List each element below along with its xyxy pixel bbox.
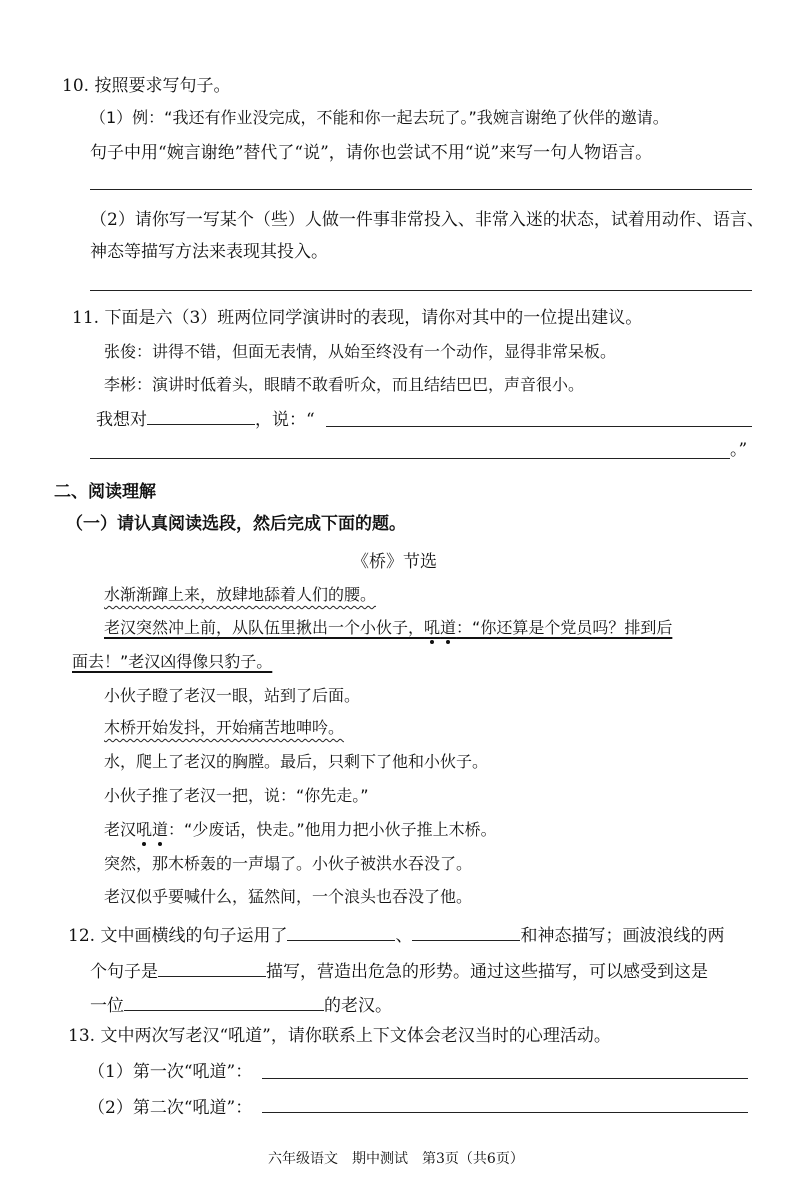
passage-para-7-start: 老汉 bbox=[104, 820, 137, 839]
q10-part2-line2: 神态等描写方法来表现其投入。 bbox=[90, 242, 328, 262]
q11-zhang-jun: 张俊：讲得不错，但面无表情，从始至终没有一个动作，显得非常呆板。 bbox=[104, 342, 617, 361]
q12-blank-1[interactable] bbox=[287, 922, 395, 941]
passage-para-8: 突然，那木桥轰的一声塌了。小伙子被洪水吞没了。 bbox=[104, 854, 473, 873]
q11-closing-quote: 。” bbox=[730, 440, 748, 460]
passage-para-9: 老汉似乎要喊什么，猛然间，一个浪头也吞没了他。 bbox=[104, 887, 473, 906]
q13-second-label: （2）第二次“吼道”： bbox=[88, 1098, 253, 1118]
q12-blank-4[interactable] bbox=[124, 992, 324, 1011]
q12-text-b: 、 bbox=[395, 926, 413, 946]
q12-text-c: 和神态描写；画波浪线的两 bbox=[520, 926, 725, 946]
q11-prompt-pre: 我想对 bbox=[96, 410, 147, 430]
q10-part1-answer-line[interactable] bbox=[90, 189, 752, 190]
passage-para-6: 小伙子推了老汉一把，说：“你先走。” bbox=[104, 786, 369, 805]
underlined-sentence-3: 面去！”老汉凶得像只豹子。 bbox=[72, 652, 273, 671]
q10-part1-line2: 句子中用“婉言谢绝”替代了“说”，请你也尝试不用“说”来写一句人物语言。 bbox=[90, 143, 653, 163]
passage-para-3: 小伙子瞪了老汉一眼，站到了后面。 bbox=[104, 686, 361, 705]
q13-first-answer-line[interactable] bbox=[262, 1078, 748, 1079]
section-instruction: （一）请认真阅读选段，然后完成下面的题。 bbox=[66, 514, 406, 534]
passage-para-7-rest: ：“少废话，快走。”他用力把小伙子推上木桥。 bbox=[168, 820, 497, 839]
q10-part1-line1: （1）例：“我还有作业没完成，不能和你一起去玩了。”我婉言谢绝了伙伴的邀请。 bbox=[90, 108, 669, 127]
q13-title: 13. 文中两次写老汉“吼道”，请你联系上下文体会老汉当时的心理活动。 bbox=[68, 1026, 611, 1046]
passage-title: 《桥》节选 bbox=[352, 552, 437, 572]
q12-text-e: 描写，营造出危急的形势。通过这些描写，可以感受到这是 bbox=[266, 962, 708, 982]
q12-text-f: 一位 bbox=[90, 996, 124, 1016]
passage-para-1 bbox=[104, 583, 376, 607]
q11-prompt-mid: ，说：“ bbox=[255, 410, 315, 430]
q12-blank-3[interactable] bbox=[158, 958, 266, 977]
q11-answer-line-2[interactable] bbox=[90, 458, 730, 459]
q11-name-blank[interactable] bbox=[147, 406, 255, 425]
underlined-sentence-1: 老汉突然冲上前，从队伍里揪出一个小伙子， bbox=[104, 618, 425, 637]
q12-text-d: 个句子是 bbox=[90, 962, 158, 982]
emphasis-char-hou-2: 吼 bbox=[136, 820, 153, 839]
emphasis-char-dao-1: 道 bbox=[440, 618, 457, 637]
passage-para-4 bbox=[104, 716, 344, 740]
q12-text-g: 的老汉。 bbox=[324, 996, 392, 1016]
q13-first-label: （1）第一次“吼道”： bbox=[88, 1062, 253, 1082]
q12-line-1 bbox=[68, 922, 724, 948]
q11-title: 11. 下面是六（3）班两位同学演讲时的表现，请你对其中的一位提出建议。 bbox=[72, 308, 643, 328]
emphasis-char-hou-1: 吼 bbox=[424, 618, 441, 637]
passage-para-2 bbox=[104, 616, 672, 640]
q13-second-answer-line[interactable] bbox=[262, 1112, 748, 1113]
wavy-line-sentence-1: 水渐渐蹿上来，放肆地舔着人们的腰。 bbox=[104, 585, 377, 604]
q12-line-3 bbox=[90, 992, 392, 1018]
q10-part2-answer-line[interactable] bbox=[90, 290, 752, 291]
section-heading: 二、阅读理解 bbox=[54, 482, 156, 502]
passage-para-5: 水，爬上了老汉的胸膛。最后，只剩下了他和小伙子。 bbox=[104, 752, 489, 771]
q11-answer-line-1[interactable] bbox=[326, 426, 752, 427]
q10-title: 10. 按照要求写句子。 bbox=[62, 76, 231, 96]
q10-part2-line1: （2）请你写一写某个（些）人做一件事非常投入、非常入迷的状态，试着用动作、语言、 bbox=[90, 210, 764, 230]
q12-line-2 bbox=[90, 958, 708, 984]
q12-blank-2[interactable] bbox=[412, 922, 520, 941]
q11-li-bin: 李彬：演讲时低着头，眼睛不敢看听众，而且结结巴巴，声音很小。 bbox=[104, 375, 585, 394]
wavy-line-sentence-2: 木桥开始发抖，开始痛苦地呻吟。 bbox=[104, 718, 345, 737]
underlined-sentence-2: ：“你还算是个党员吗？排到后 bbox=[456, 618, 673, 637]
page-footer: 六年级语文 期中测试 第3页（共6页） bbox=[268, 1151, 524, 1167]
passage-para-2-cont bbox=[72, 650, 272, 674]
emphasis-char-dao-2: 道 bbox=[152, 820, 169, 839]
q12-text-a: 12. 文中画横线的句子运用了 bbox=[68, 926, 288, 946]
passage-para-7 bbox=[104, 818, 497, 842]
q11-prompt bbox=[96, 406, 315, 432]
